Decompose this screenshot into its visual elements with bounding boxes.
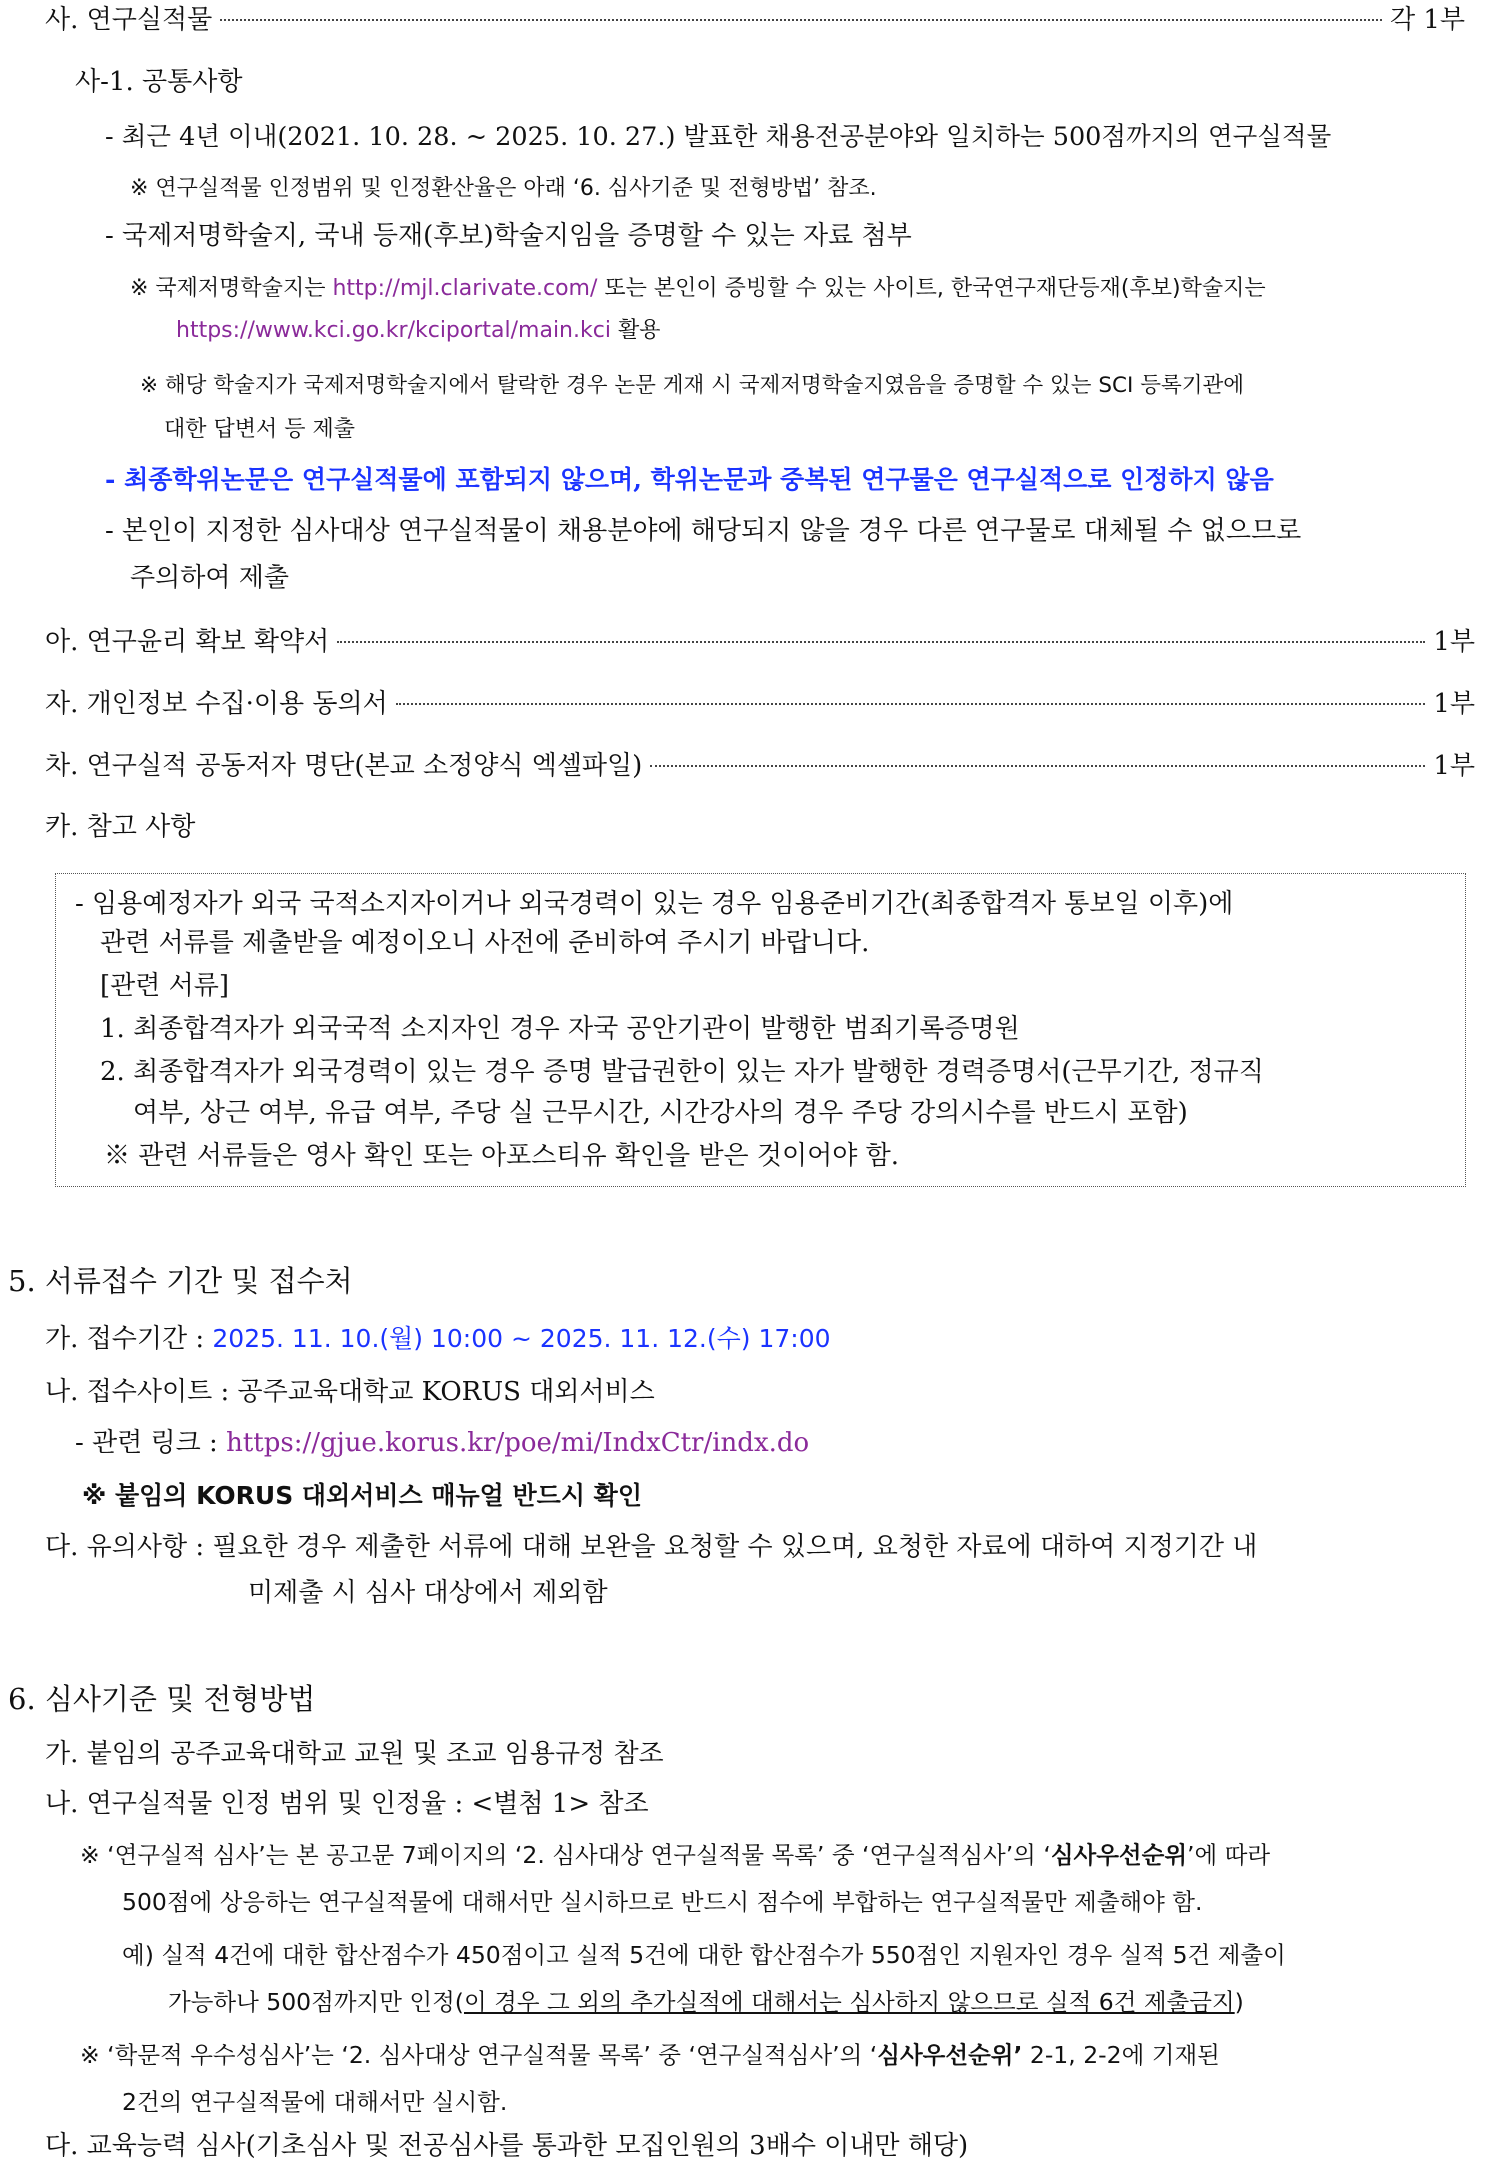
s5-na: 나. 접수사이트 : 공주교육대학교 KORUS 대외서비스 <box>45 1377 655 1407</box>
s6-note1-b: ’에 따라 <box>1187 1841 1271 1869</box>
notice-line3: [관련 서류] <box>100 971 230 1001</box>
kci-link[interactable]: https://www.kci.go.kr/kciportal/main.kci <box>176 318 611 343</box>
sa1-note2-a: ※ 국제저명학술지는 <box>130 276 326 301</box>
s6-da: 다. 교육능력 심사(기초심사 및 전공심사를 통과한 모집인원의 3배수 이내만 해당) <box>45 2131 969 2161</box>
notice-line1: - 임용예정자가 외국 국적소지자이거나 외국경력이 있는 경우 임용준비기간(최종합격자 통보일 이후)에 <box>75 889 1234 919</box>
dot-leader <box>396 703 1426 705</box>
s5-ga-value: 2025. 11. 10.(월) 10:00 ~ 2025. 11. 12.(수) 17:00 <box>212 1324 831 1353</box>
s6-note2-b: 2-1, 2-2에 기재된 <box>1022 2041 1220 2069</box>
notice-line4: 1. 최종합격자가 외국국적 소지자인 경우 자국 공안기관이 발행한 범죄기록증명원 <box>100 1014 1020 1044</box>
item-a-label: 아. 연구윤리 확보 확약서 <box>45 627 330 657</box>
s6-note1-line2: 500점에 상응하는 연구실적물에 대해서만 실시하므로 반드시 점수에 부합하는 연구실적물만 제출해야 함. <box>122 1888 1203 1916</box>
notice-line6: 여부, 상근 여부, 유급 여부, 주당 실 근무시간, 시간강사의 경우 주당 강의시수를 반드시 포함) <box>133 1098 1188 1128</box>
item-sa-count: 각 1부 <box>1389 5 1465 35</box>
s6-example-line1: 예) 실적 4건에 대한 합산점수가 450점이고 실적 5건에 대한 합산점수가 550점인 지원자인 경우 실적 5건 제출이 <box>122 1941 1286 1969</box>
item-cha-row <box>45 750 1475 784</box>
s5-da-line2: 미제출 시 심사 대상에서 제외함 <box>248 1578 608 1608</box>
section5-title: 5. 서류접수 기간 및 접수처 <box>8 1264 353 1298</box>
dot-leader <box>337 641 1425 643</box>
item-a-row <box>45 626 1475 660</box>
s6-example-a: 가능하나 500점까지만 인정( <box>168 1988 464 2016</box>
item-ja-label: 자. 개인정보 수집·이용 동의서 <box>45 689 388 719</box>
s5-link-row <box>75 1427 809 1461</box>
item-sa-label: 사. 연구실적물 <box>45 5 213 35</box>
s6-note1-bold: 심사우선순위 <box>1050 1841 1188 1869</box>
sa1-item4-line1: - 본인이 지정한 심사대상 연구실적물이 채용분야에 해당되지 않을 경우 다른 연구물로 대체될 수 없으므로 <box>105 516 1302 546</box>
korus-link[interactable]: https://gjue.korus.kr/poe/mi/IndxCtr/indx.do <box>226 1428 810 1458</box>
sa1-item2: - 국제저명학술지, 국내 등재(후보)학술지임을 증명할 수 있는 자료 첨부 <box>105 221 912 251</box>
notice-line2: 관련 서류를 제출받을 예정이오니 사전에 준비하여 주시기 바랍니다. <box>100 928 870 958</box>
notice-line7: ※ 관련 서류들은 영사 확인 또는 아포스티유 확인을 받은 것이어야 함. <box>104 1141 900 1171</box>
sa1-note3-line1: ※ 해당 학술지가 국제저명학술지에서 탈락한 경우 논문 게재 시 국제저명학술지였음을 증명할 수 있는 SCI 등록기관에 <box>140 373 1245 398</box>
item-ka-label: 카. 참고 사항 <box>45 812 196 842</box>
s5-ga-label: 가. 접수기간 : <box>45 1324 205 1354</box>
s6-note2-a: ※ ‘학문적 우수성심사’는 ‘2. 심사대상 연구실적물 목록’ 중 ‘연구실적심사’의 ‘ <box>80 2041 878 2069</box>
sa1-note2-b: 또는 본인이 증빙할 수 있는 사이트, 한국연구재단등재(후보)학술지는 <box>604 276 1266 301</box>
item-a-count: 1부 <box>1433 627 1475 657</box>
item-cha-label: 차. 연구실적 공동저자 명단(본교 소정양식 엑셀파일) <box>45 751 643 781</box>
sa1-title: 사-1. 공통사항 <box>75 67 243 97</box>
sa1-note2-c: 활용 <box>617 318 661 343</box>
notice-line5: 2. 최종합격자가 외국경력이 있는 경우 증명 발급권한이 있는 자가 발행한 경력증명서(근무기간, 정규직 <box>100 1057 1264 1087</box>
s6-note1-line1 <box>80 1840 1270 1871</box>
s5-link-label: - 관련 링크 : <box>75 1428 218 1458</box>
section6-title: 6. 심사기준 및 전형방법 <box>8 1682 316 1716</box>
sa1-note1: ※ 연구실적물 인정범위 및 인정환산율은 아래 ‘6. 심사기준 및 전형방법’ 참조. <box>130 176 877 201</box>
sa1-note2-line1 <box>130 275 1266 304</box>
dot-leader <box>220 19 1382 21</box>
s5-ga <box>45 1323 831 1357</box>
sa1-item4-line2: 주의하여 제출 <box>130 563 289 593</box>
s6-note2-bold: 심사우선순위’ <box>877 2041 1023 2069</box>
s6-ga: 가. 붙임의 공주교육대학교 교원 및 조교 임용규정 참조 <box>45 1739 664 1769</box>
s6-example-line2 <box>168 1987 1244 2018</box>
clarivate-link[interactable]: http://mjl.clarivate.com/ <box>332 276 598 301</box>
s6-note2-line1 <box>80 2040 1220 2071</box>
item-cha-count: 1부 <box>1433 751 1475 781</box>
item-sa-row <box>45 4 1465 38</box>
item-ja-row <box>45 688 1475 722</box>
s6-note1-a: ※ ‘연구실적 심사’는 본 공고문 7페이지의 ‘2. 심사대상 연구실적물 목록’ 중 ‘연구실적심사’의 ‘ <box>80 1841 1051 1869</box>
s6-example-underlined: 이 경우 그 외의 추가실적에 대해서는 심사하지 않으므로 실적 6건 제출금지 <box>463 1988 1235 2016</box>
sa1-note2-line2 <box>176 317 660 346</box>
s6-na: 나. 연구실적물 인정 범위 및 인정율 : <별첨 1> 참조 <box>45 1789 649 1819</box>
sa1-item1: - 최근 4년 이내(2021. 10. 28. ~ 2025. 10. 27.) 발표한 채용전공분야와 일치하는 500점까지의 연구실적물 <box>105 122 1332 152</box>
item-ja-count: 1부 <box>1433 689 1475 719</box>
sa1-item3: - 최종학위논문은 연구실적물에 포함되지 않으며, 학위논문과 중복된 연구물은 연구실적으로 인정하지 않음 <box>105 465 1274 494</box>
s5-manual-note: ※ 붙임의 KORUS 대외서비스 매뉴얼 반드시 확인 <box>82 1481 642 1510</box>
s6-example-b: ) <box>1234 1988 1244 2016</box>
s5-da-line1: 다. 유의사항 : 필요한 경우 제출한 서류에 대해 보완을 요청할 수 있으며, 요청한 자료에 대하여 지정기간 내 <box>45 1532 1258 1562</box>
s6-note2-line2: 2건의 연구실적물에 대해서만 실시함. <box>122 2088 508 2116</box>
sa1-note3-line2: 대한 답변서 등 제출 <box>164 417 355 442</box>
dot-leader <box>650 765 1425 767</box>
